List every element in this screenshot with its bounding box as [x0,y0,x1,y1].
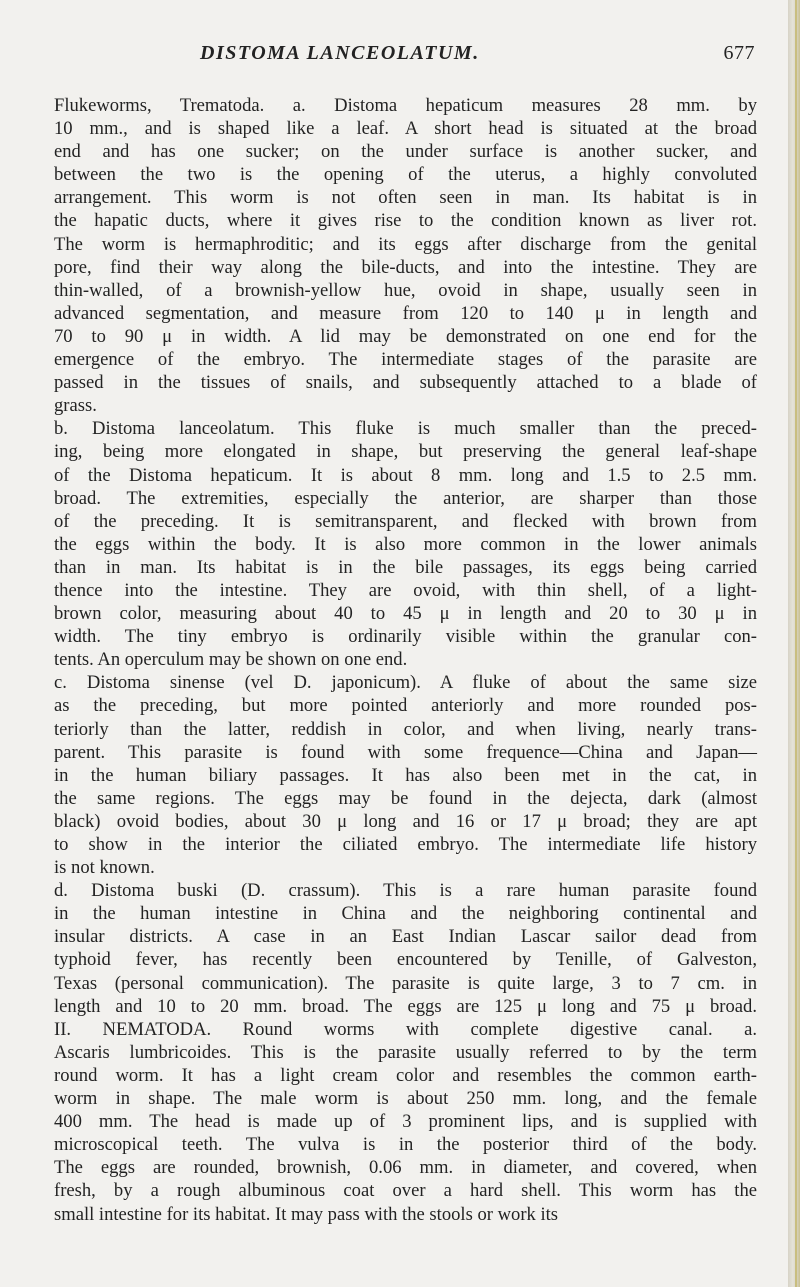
text-line: worm in shape. The male worm is about 250 mm. long, and the female [54,1088,757,1110]
text-line: thence into the intestine. They are ovoid, with thin shell, of a light- [54,579,757,601]
text-line: d. Distoma buski (D. crassum). This is a rare human parasite found [54,880,757,902]
text-line: 10 mm., and is shaped like a leaf. A short head is situated at the broad [54,118,757,140]
text-line: 70 to 90 μ in width. A lid may be demonstrated on one end for the [54,325,757,347]
running-head [200,42,755,70]
text-line: as the preceding, but more pointed anteriorly and more rounded pos- [54,695,757,717]
text-line: brown color, measuring about 40 to 45 μ in length and 20 to 30 μ in [54,603,757,625]
text-line: ing, being more elongated in shape, but preserving the general leaf-shape [54,441,757,463]
text-line: parent. This parasite is found with some frequence—China and Japan— [54,741,757,763]
text-line: length and 10 to 20 mm. broad. The eggs are 125 μ long and 75 μ broad. [54,995,757,1017]
text-line: the hapatic ducts, where it gives rise to the condition known as liver rot. [54,210,757,232]
text-line: is not known. [54,857,155,879]
text-line: tents. An operculum may be shown on one end. [54,649,408,671]
text-line: round worm. It has a light cream color and resembles the common earth- [54,1064,757,1086]
text-line: broad. The extremities, especially the anterior, are sharper than those [54,487,757,509]
text-line: II. NEMATODA. Round worms with complete digestive canal. a. [54,1018,757,1040]
page-edge [788,0,800,1287]
text-line: Texas (personal communication). The parasite is quite large, 3 to 7 cm. in [54,972,757,994]
text-line: The worm is hermaphroditic; and its eggs after discharge from the genital [54,233,757,255]
text-line: 400 mm. The head is made up of 3 prominent lips, and is supplied with [54,1111,757,1133]
text-line: end and has one sucker; on the under surface is another sucker, and [54,141,757,163]
text-line: width. The tiny embryo is ordinarily visible within the granular con- [54,626,757,648]
text-line: passed in the tissues of snails, and subsequently attached to a blade of [54,372,757,394]
text-line: the eggs within the body. It is also more common in the lower animals [54,533,757,555]
text-line: of the Distoma hepaticum. It is about 8 mm. long and 1.5 to 2.5 mm. [54,464,757,486]
running-title: DISTOMA LANCEOLATUM. [200,42,480,64]
text-line: advanced segmentation, and measure from 120 to 140 μ in length and [54,302,757,324]
text-line: of the preceding. It is semitransparent, and flecked with brown from [54,510,757,532]
text-line: fresh, by a rough albuminous coat over a hard shell. This worm has the [54,1180,757,1202]
text-line: microscopical teeth. The vulva is in the posterior third of the body. [54,1134,757,1156]
text-line: in the human biliary passages. It has also been met in the cat, in [54,764,757,786]
page-number: 677 [723,42,755,64]
text-line: small intestine for its habitat. It may pass with the stools or work its [54,1203,559,1225]
text-line: b. Distoma lanceolatum. This fluke is much smaller than the preced- [54,418,757,440]
text-line: teriorly than the latter, reddish in color, and when living, nearly trans- [54,718,757,740]
text-line: black) ovoid bodies, about 30 μ long and 16 or 17 μ broad; they are apt [54,810,757,832]
text-line: in the human intestine in China and the neighboring continental and [54,903,757,925]
text-line: typhoid fever, has recently been encountered by Tenille, of Galveston, [54,949,757,971]
text-line: pore, find their way along the bile-ducts, and into the intestine. They are [54,256,757,278]
text-line: thin-walled, of a brownish-yellow hue, ovoid in shape, usually seen in [54,279,757,301]
text-line: c. Distoma sinense (vel D. japonicum). A fluke of about the same size [54,672,757,694]
text-line: arrangement. This worm is not often seen in man. Its habitat is in [54,187,757,209]
page-edge-line [795,0,797,1287]
text-line: than in man. Its habitat is in the bile passages, its eggs being carried [54,556,757,578]
text-line: the same regions. The eggs may be found in the dejecta, dark (almost [54,787,757,809]
text-line: insular districts. A case in an East Indian Lascar sailor dead from [54,926,757,948]
body-text [54,94,757,1226]
text-line: grass. [54,395,97,417]
text-line: Flukeworms, Trematoda. a. Distoma hepaticum measures 28 mm. by [54,95,757,116]
text-line: to show in the interior the ciliated embryo. The intermediate life history [54,834,757,855]
text-line: Ascaris lumbricoides. This is the parasite usually referred to by the term [54,1041,757,1063]
text-line: The eggs are rounded, brownish, 0.06 mm. in diameter, and covered, when [54,1157,757,1179]
text-line: emergence of the embryo. The intermediate stages of the parasite are [54,349,757,371]
text-line: between the two is the opening of the uterus, a highly convoluted [54,164,757,186]
